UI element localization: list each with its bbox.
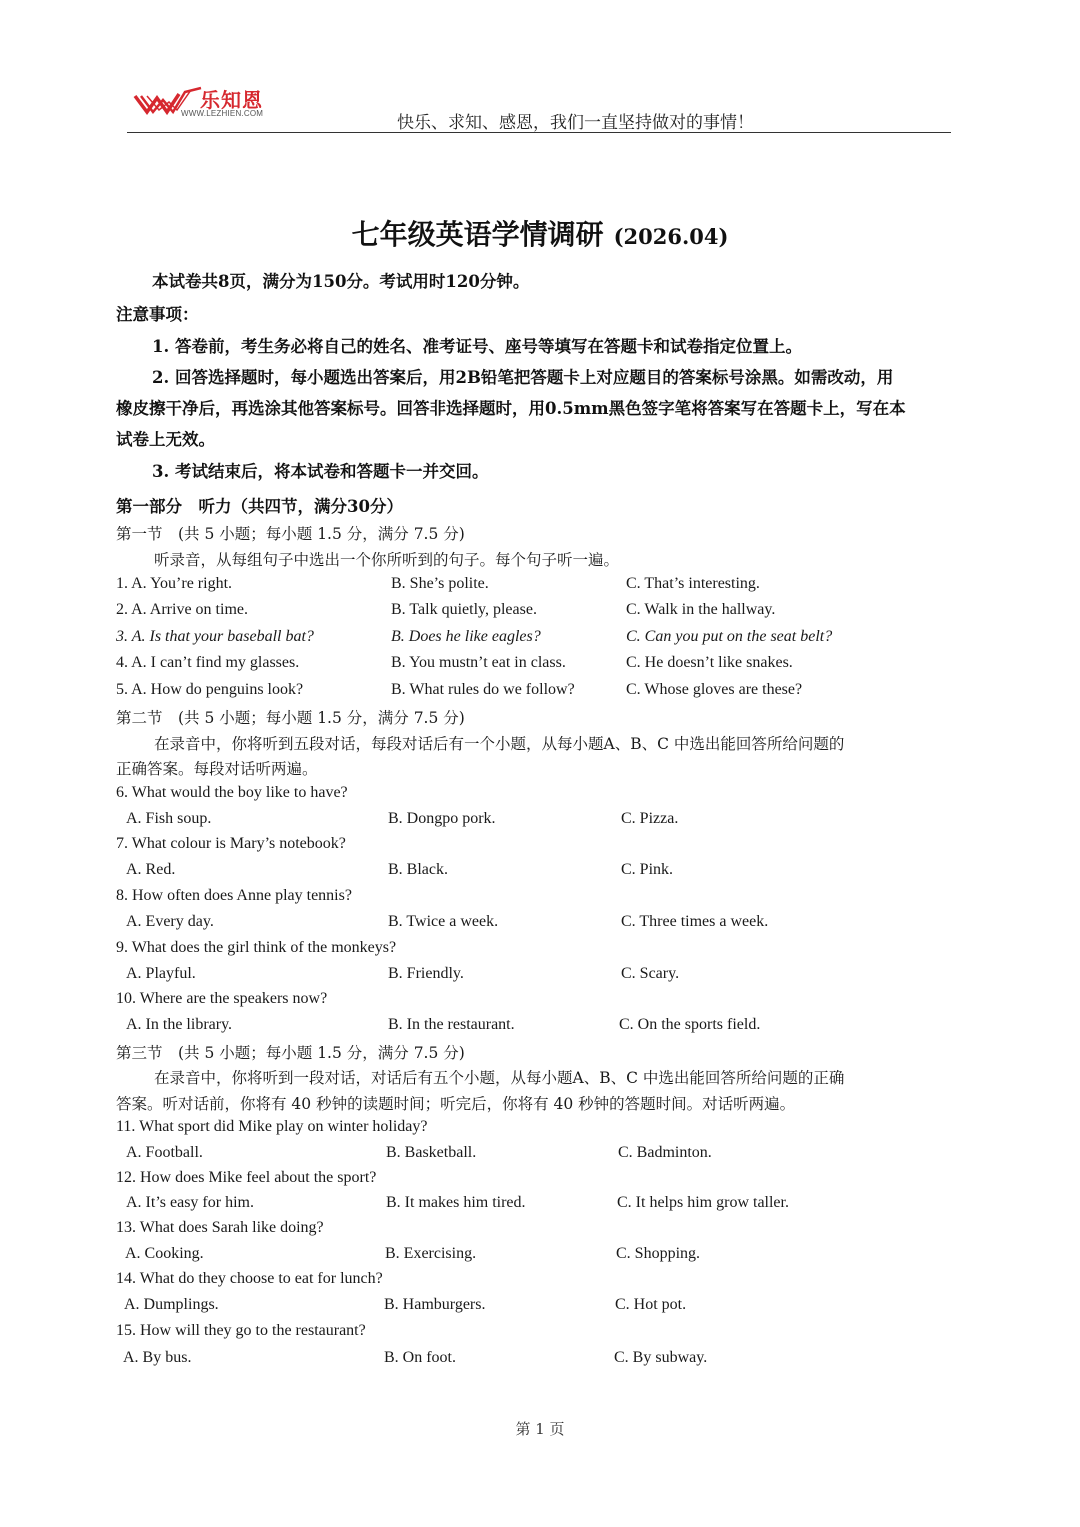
q13-option-a: A. Cooking. bbox=[125, 1245, 204, 1262]
notice-item-1: 1. 答卷前，考生务必将自己的姓名、准考证号、座号等填写在答题卡和试卷指定位置上。 bbox=[152, 337, 802, 356]
notice-item-2-line-3: 试卷上无效。 bbox=[116, 430, 215, 449]
header-divider bbox=[127, 132, 951, 133]
q15-option-a: A. By bus. bbox=[123, 1349, 192, 1366]
section-1-instruction: 听录音，从每组句子中选出一个你所听到的句子。每个句子听一遍。 bbox=[154, 551, 620, 569]
q2-option-b: B. Talk quietly, please. bbox=[391, 601, 537, 618]
q8-stem: 8. How often does Anne play tennis? bbox=[116, 887, 352, 904]
exam-intro: 本试卷共8页，满分为150分。考试用时120分钟。 bbox=[152, 272, 530, 291]
q15-option-c: C. By subway. bbox=[614, 1349, 708, 1366]
q11-stem: 11. What sport did Mike play on winter holiday? bbox=[116, 1118, 428, 1135]
section-2-heading: 第二节 (共 5 小题；每小题 1.5 分，满分 7.5 分) bbox=[116, 709, 465, 727]
q2-option-c: C. Walk in the hallway. bbox=[626, 601, 776, 618]
q3-option-c: C. Can you put on the seat belt? bbox=[626, 628, 833, 645]
q14-option-c: C. Hot pot. bbox=[615, 1296, 687, 1313]
q10-option-c: C. On the sports field. bbox=[619, 1016, 761, 1033]
q11-option-a: A. Football. bbox=[126, 1144, 203, 1161]
q5-option-c: C. Whose gloves are these? bbox=[626, 681, 803, 698]
q1-option-a: 1. A. You’re right. bbox=[116, 575, 233, 592]
notice-item-2-line-2: 橡皮擦干净后，再选涂其他答案标号。回答非选择题时，用0.5mm黑色签字笔将答案写在答题卡上，写在本 bbox=[116, 399, 906, 418]
section-3-instruction-line-1: 在录音中，你将听到一段对话，对话后有五个小题，从每小题A、B、C 中选出能回答所给问题的正确 bbox=[154, 1069, 845, 1087]
q6-option-c: C. Pizza. bbox=[621, 810, 679, 827]
exam-date: (2026.04) bbox=[613, 224, 729, 249]
q6-stem: 6. What would the boy like to have? bbox=[116, 784, 348, 801]
q13-option-b: B. Exercising. bbox=[385, 1245, 477, 1262]
q10-stem: 10. Where are the speakers now? bbox=[116, 990, 328, 1007]
q4-option-c: C. He doesn’t like snakes. bbox=[626, 654, 793, 671]
part-1-heading: 第一部分 听力（共四节，满分30分） bbox=[116, 497, 403, 516]
q9-option-b: B. Friendly. bbox=[388, 965, 464, 982]
q7-option-a: A. Red. bbox=[126, 861, 176, 878]
q13-stem: 13. What does Sarah like doing? bbox=[116, 1219, 324, 1236]
q1-option-b: B. She’s polite. bbox=[391, 575, 489, 592]
logo-brand-name: 乐知恩 bbox=[200, 88, 263, 112]
q14-option-b: B. Hamburgers. bbox=[384, 1296, 486, 1313]
notice-item-2-line-1: 2. 回答选择题时，每小题选出答案后，用2B铅笔把答题卡上对应题目的答案标号涂黑。如需改动，用 bbox=[152, 368, 894, 387]
q7-stem: 7. What colour is Mary’s notebook? bbox=[116, 835, 346, 852]
q8-option-c: C. Three times a week. bbox=[621, 913, 769, 930]
q3-option-b: B. Does he like eagles? bbox=[391, 628, 541, 645]
q8-option-a: A. Every day. bbox=[126, 913, 214, 930]
q7-option-c: C. Pink. bbox=[621, 861, 674, 878]
q5-option-b: B. What rules do we follow? bbox=[391, 681, 575, 698]
header-slogan: 快乐、求知、感恩，我们一直坚持做对的事情！ bbox=[397, 113, 754, 133]
q10-option-a: A. In the library. bbox=[126, 1016, 233, 1033]
section-2-instruction-line-2: 正确答案。每段对话听两遍。 bbox=[116, 760, 318, 778]
q5-option-a: 5. A. How do penguins look? bbox=[116, 681, 304, 698]
q4-option-b: B. You mustn’t eat in class. bbox=[391, 654, 566, 671]
q9-option-c: C. Scary. bbox=[621, 965, 680, 982]
q2-option-a: 2. A. Arrive on time. bbox=[116, 601, 248, 618]
q14-option-a: A. Dumplings. bbox=[124, 1296, 219, 1313]
logo-website: WWW.LEZHIEN.COM bbox=[181, 109, 264, 118]
q15-option-b: B. On foot. bbox=[384, 1349, 456, 1366]
page-number: 第 1 页 bbox=[515, 1420, 565, 1438]
q7-option-b: B. Black. bbox=[388, 861, 448, 878]
q12-stem: 12. How does Mike feel about the sport? bbox=[116, 1169, 377, 1186]
q9-option-a: A. Playful. bbox=[126, 965, 196, 982]
notice-heading: 注意事项： bbox=[116, 305, 199, 324]
section-1-heading: 第一节 (共 5 小题；每小题 1.5 分，满分 7.5 分) bbox=[116, 525, 465, 543]
exam-title-main: 七年级英语学情调研 bbox=[351, 218, 604, 251]
q12-option-c: C. It helps him grow taller. bbox=[617, 1194, 789, 1211]
section-2-instruction-line-1: 在录音中，你将听到五段对话，每段对话后有一个小题，从每小题A、B、C 中选出能回答所给问题的 bbox=[154, 735, 845, 753]
q15-stem: 15. How will they go to the restaurant? bbox=[116, 1322, 366, 1339]
q11-option-c: C. Badminton. bbox=[618, 1144, 712, 1161]
section-3-instruction-line-2: 答案。听对话前，你将有 40 秒钟的读题时间；听完后，你将有 40 秒钟的答题时间。对话听两遍。 bbox=[116, 1095, 796, 1113]
q1-option-c: C. That’s interesting. bbox=[626, 575, 760, 592]
q9-stem: 9. What does the girl think of the monkeys? bbox=[116, 939, 397, 956]
notice-item-3: 3. 考试结束后，将本试卷和答题卡一并交回。 bbox=[152, 462, 489, 481]
q3-option-a: 3. A. Is that your baseball bat? bbox=[116, 628, 314, 645]
exam-title bbox=[0, 213, 1080, 253]
q8-option-b: B. Twice a week. bbox=[388, 913, 499, 930]
q12-option-a: A. It’s easy for him. bbox=[126, 1194, 254, 1211]
q13-option-c: C. Shopping. bbox=[616, 1245, 701, 1262]
q14-stem: 14. What do they choose to eat for lunch? bbox=[116, 1270, 383, 1287]
q12-option-b: B. It makes him tired. bbox=[386, 1194, 526, 1211]
q11-option-b: B. Basketball. bbox=[386, 1144, 477, 1161]
q6-option-b: B. Dongpo pork. bbox=[388, 810, 496, 827]
section-3-heading: 第三节 (共 5 小题；每小题 1.5 分，满分 7.5 分) bbox=[116, 1044, 465, 1062]
q4-option-a: 4. A. I can’t find my glasses. bbox=[116, 654, 300, 671]
q10-option-b: B. In the restaurant. bbox=[388, 1016, 515, 1033]
q6-option-a: A. Fish soup. bbox=[126, 810, 212, 827]
